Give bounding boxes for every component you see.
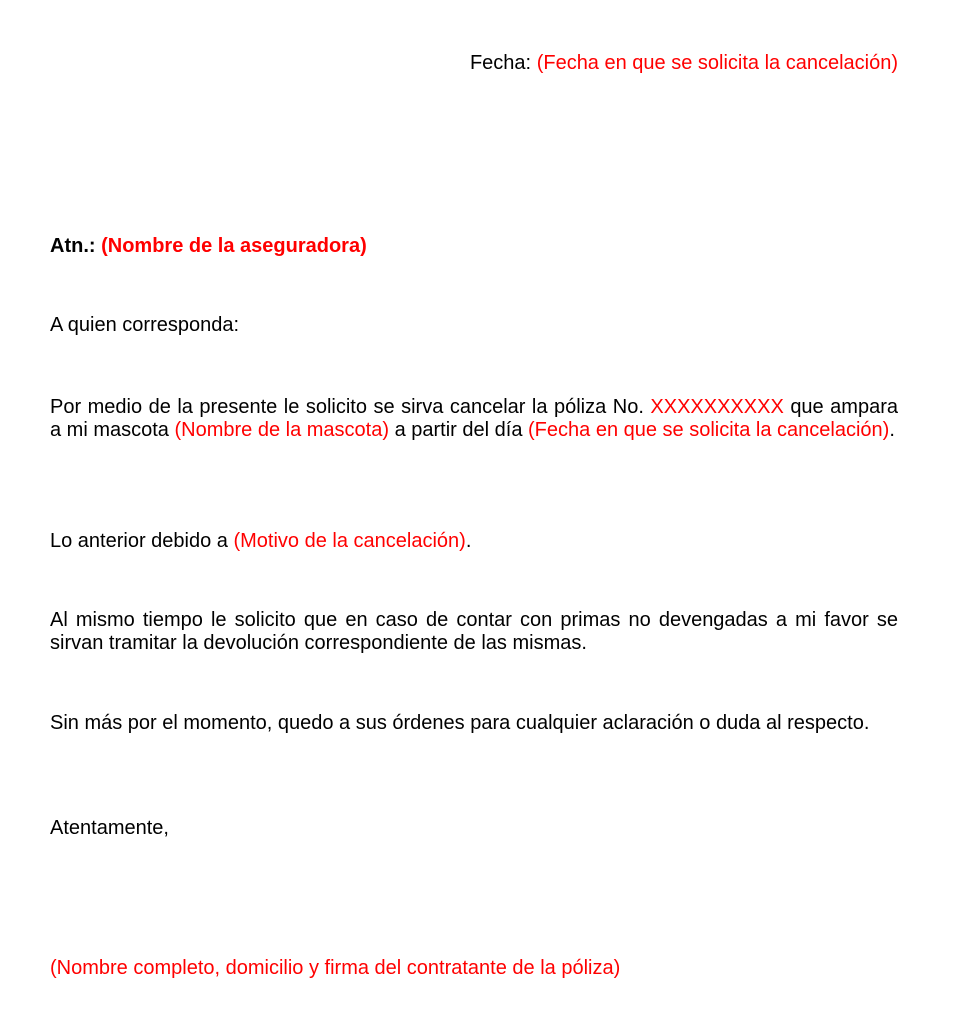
cancellation-request-paragraph (50, 396, 898, 442)
closing-salutation: Atentamente, (50, 817, 169, 839)
reason-placeholder: (Motivo de la cancelación) (233, 530, 466, 552)
recipient-line (50, 235, 898, 258)
paragraph-1-text-c: a partir del día (394, 419, 523, 441)
cancellation-date-placeholder: (Fecha en que se solicita la cancelación) (528, 419, 890, 441)
recipient-placeholder: (Nombre de la aseguradora) (101, 235, 367, 257)
date-label: Fecha: (469, 52, 532, 74)
refund-request-paragraph: Al mismo tiempo le solicito que en caso de contar con primas no devengadas a mi favor se sirvan tramitar la devolución correspondiente de las mismas. (50, 609, 898, 654)
closing-remarks-paragraph: Sin más por el momento, quedo a sus órdenes para cualquier aclaración o duda al respecto. (50, 712, 870, 734)
date-placeholder: (Fecha en que se solicita la cancelación) (536, 52, 898, 74)
date-line (470, 52, 898, 75)
reason-paragraph (50, 530, 898, 553)
recipient-label: Atn.: (50, 235, 96, 257)
policy-number-placeholder: XXXXXXXXXX (650, 396, 784, 418)
paragraph-1-text-b: que ampara a mi mascota (50, 396, 898, 441)
pet-name-placeholder: (Nombre de la mascota) (174, 419, 390, 441)
greeting: A quien corresponda: (50, 314, 240, 336)
paragraph-2-period: . (465, 530, 472, 552)
paragraph-1-period: . (889, 419, 895, 441)
paragraph-1-text-a: Por medio de la presente le solicito se sirva cancelar la póliza No. (50, 396, 644, 418)
paragraph-2-text-a: Lo anterior debido a (50, 530, 228, 552)
signature-placeholder: (Nombre completo, domicilio y firma del contratante de la póliza) (50, 957, 621, 979)
